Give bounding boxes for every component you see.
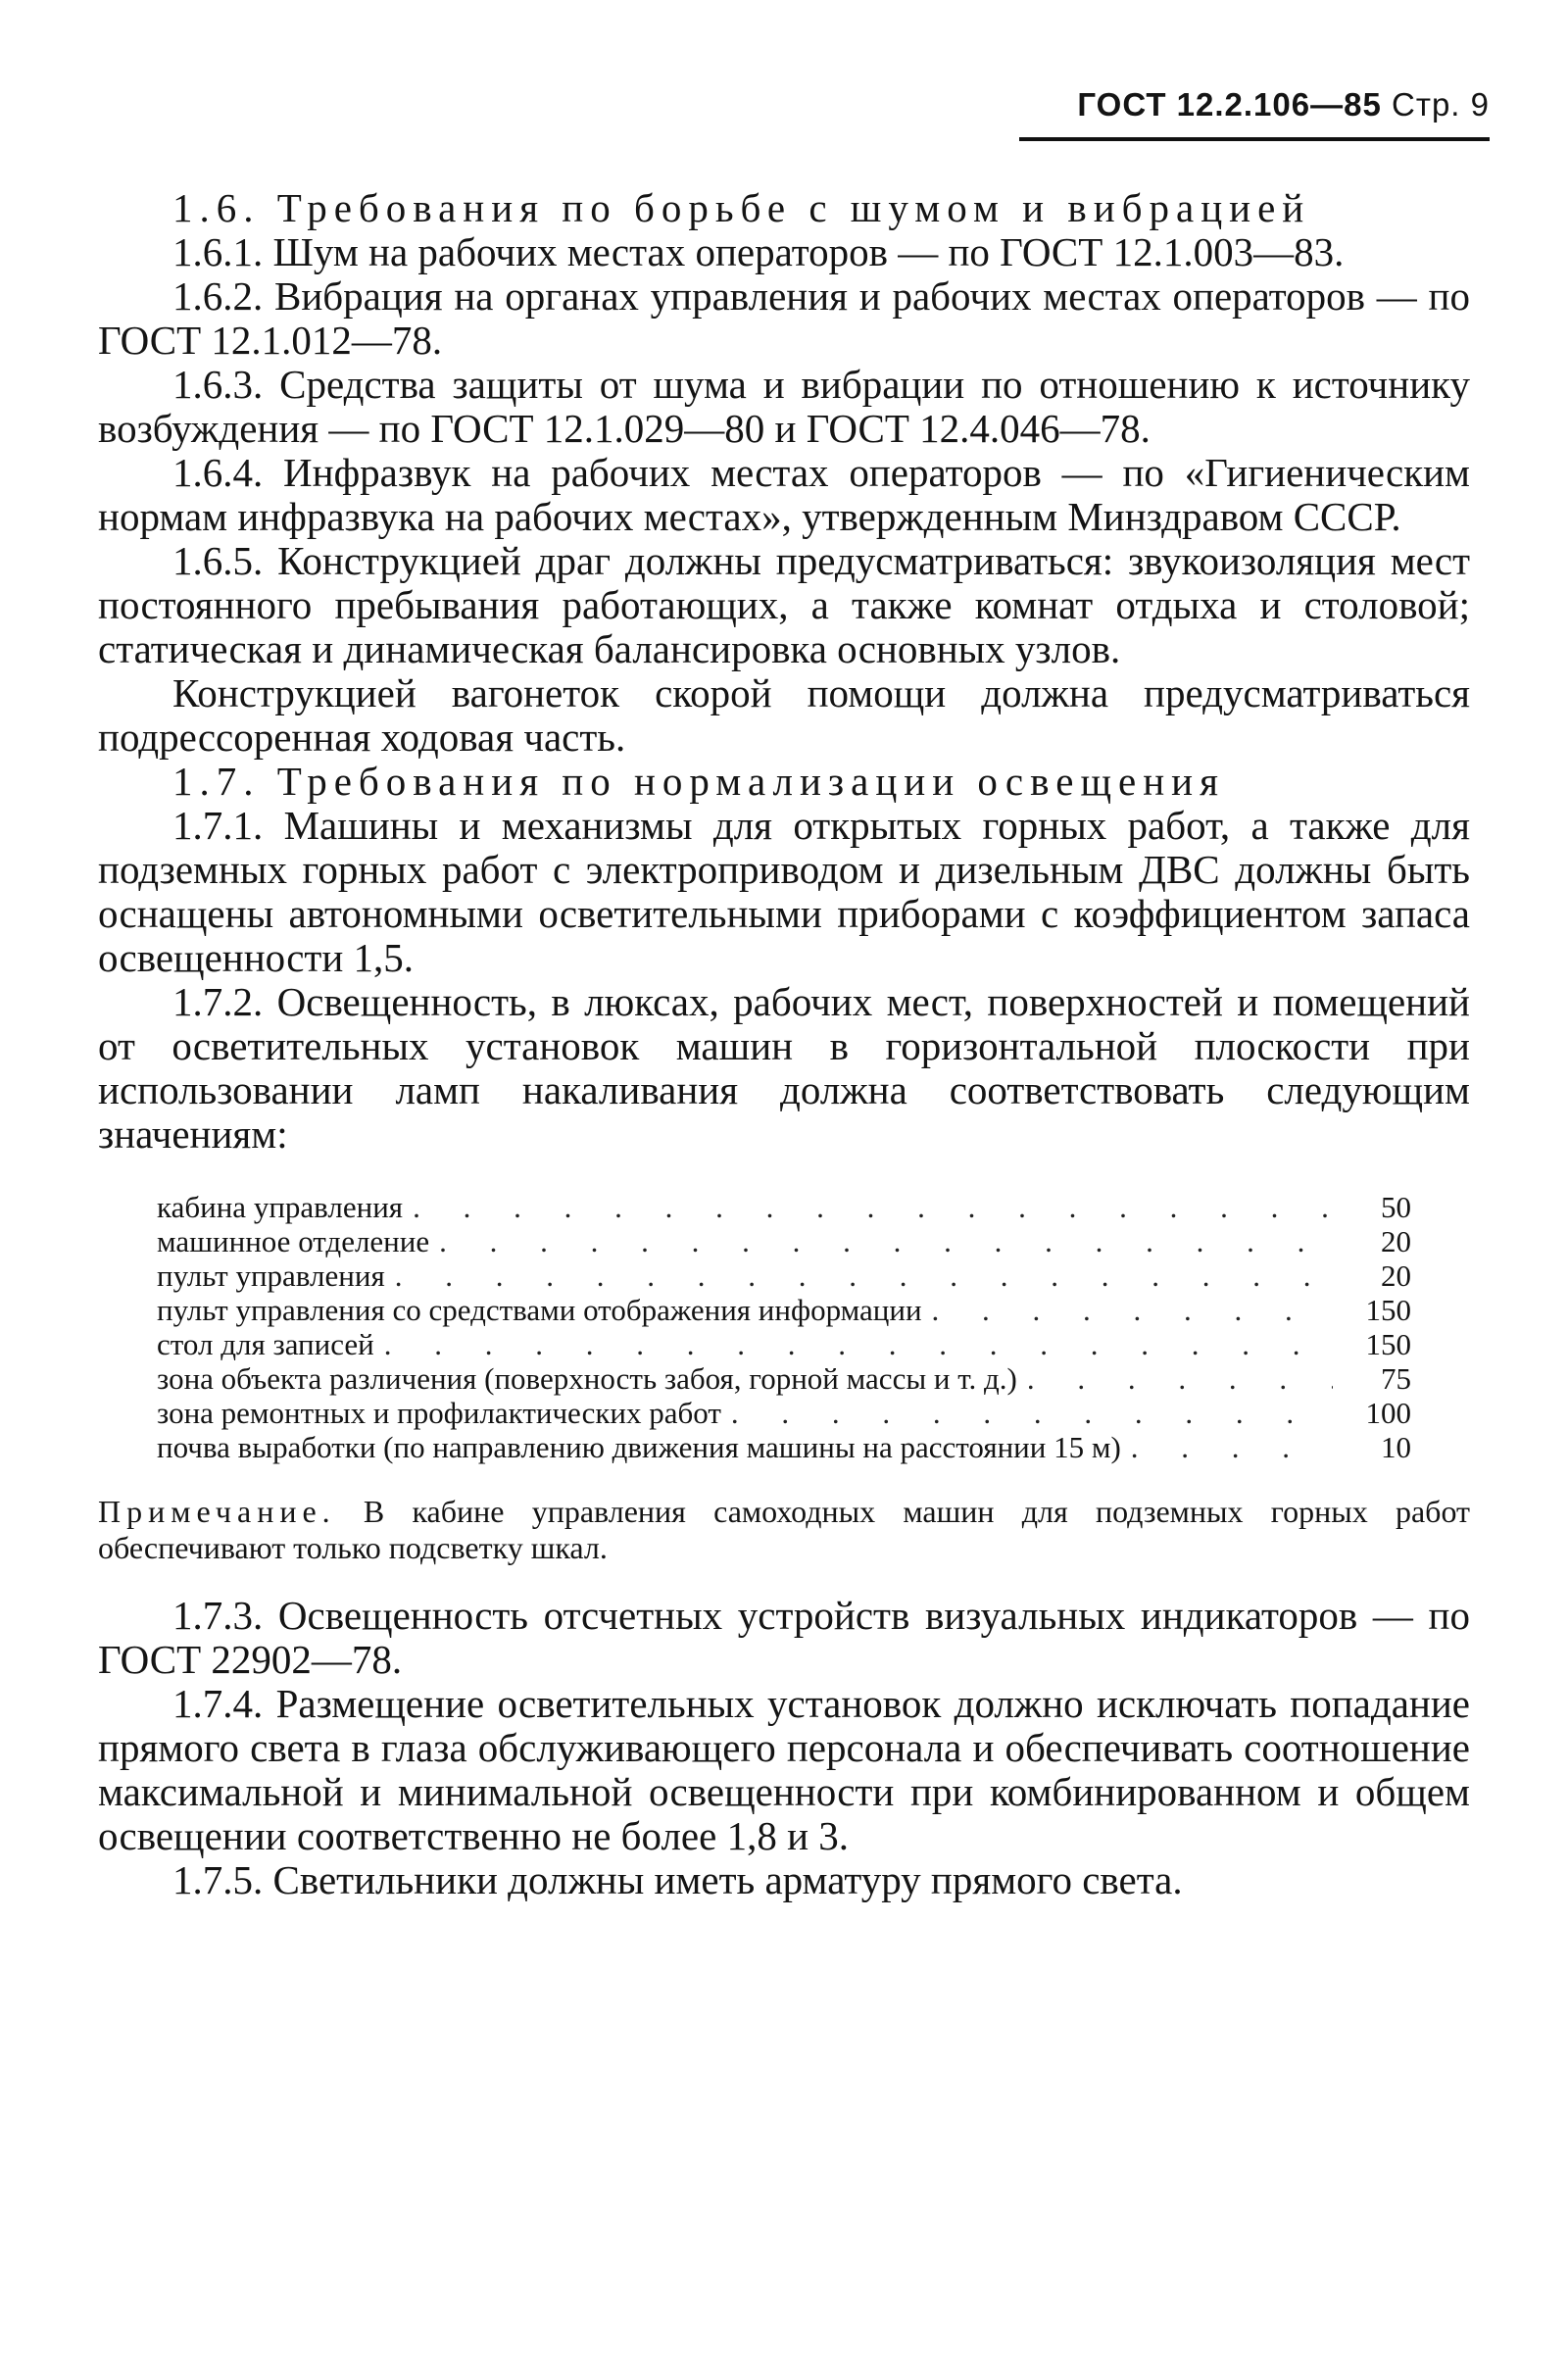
table-row xyxy=(157,1361,1411,1396)
table-row xyxy=(157,1396,1411,1430)
row-label: пульт управления xyxy=(157,1258,385,1293)
row-value: 20 xyxy=(1381,1224,1411,1258)
paragraph-1-7-3: 1.7.3. Освещенность отсчетных устройств визуальных индикаторов — по ГОСТ 22902—78. xyxy=(98,1593,1470,1682)
table-row xyxy=(157,1430,1411,1464)
paragraph-1-7-5: 1.7.5. Светильники должны иметь арматуру прямого света. xyxy=(172,1857,1183,1902)
leader-dots xyxy=(731,1396,1333,1430)
section-1-6-heading: 1.6. Требования по борьбе с шумом и вибрацией xyxy=(172,185,1311,230)
leader-dots xyxy=(395,1258,1333,1293)
row-value: 150 xyxy=(1365,1327,1411,1361)
paragraph-1-6-4: 1.6.4. Инфразвук на рабочих местах операторов — по «Гигиеническим нормам инфразвука на рабочих местах», утвержденным Минздравом СССР. xyxy=(98,450,1470,539)
paragraph-1-7-4: 1.7.4. Размещение осветительных установок должно исключать попадание прямого света в глаза обслуживающего персонала и обеспечивать соотношение максимальной и минимальной освещенности при комбинированном и общем освещении соответственно не более 1,8 и 3. xyxy=(98,1681,1470,1858)
illuminance-table xyxy=(157,1190,1411,1464)
leader-dots xyxy=(384,1327,1333,1361)
paragraph-1-7-1: 1.7.1. Машины и механизмы для открытых горных работ, а также для подземных горных работ с электроприводом и дизельным ДВС должны быть оснащены автономными осветительными приборами с коэффициентом запаса освещенности 1,5. xyxy=(98,803,1470,980)
section-1-7-heading: 1.7. Требования по нормализации освещения xyxy=(172,759,1225,804)
row-label: зона ремонтных и профилактических работ xyxy=(157,1396,721,1430)
row-label: зона объекта различения (поверхность забоя, горной массы и т. д.) xyxy=(157,1361,1017,1396)
row-value: 20 xyxy=(1381,1258,1411,1293)
row-value: 150 xyxy=(1365,1293,1411,1327)
page-header xyxy=(1019,86,1490,141)
row-value: 10 xyxy=(1381,1430,1411,1464)
leader-dots xyxy=(1027,1361,1333,1396)
table-row xyxy=(157,1190,1411,1224)
row-label: машинное отделение xyxy=(157,1224,430,1258)
document-body xyxy=(98,186,1470,1902)
paragraph-1-6-5: 1.6.5. Конструкцией драг должны предусматриваться: звукоизоляция мест постоянного пребывания работающих, а также комнат отдыха и столовой; статическая и динамическая балансировка основных узлов. xyxy=(98,538,1470,671)
leader-dots xyxy=(1131,1430,1333,1464)
standard-code: ГОСТ 12.2.106—85 xyxy=(1077,86,1382,123)
page-number: Стр. 9 xyxy=(1392,86,1490,123)
row-label: пульт управления со средствами отображения информации xyxy=(157,1293,922,1327)
note-label: Примечание. xyxy=(98,1494,336,1529)
paragraph-1-6-1: 1.6.1. Шум на рабочих местах операторов — по ГОСТ 12.1.003—83. xyxy=(172,229,1345,274)
table-row xyxy=(157,1293,1411,1327)
leader-dots xyxy=(932,1293,1333,1327)
leader-dots xyxy=(413,1190,1333,1224)
row-label: стол для записей xyxy=(157,1327,374,1361)
note-text: В кабине управления самоходных машин для подземных горных работ обеспечивают только подсветку шкал. xyxy=(98,1494,1471,1565)
table-note xyxy=(98,1494,1470,1566)
table-row xyxy=(157,1224,1411,1258)
paragraph-1-6-3: 1.6.3. Средства защиты от шума и вибрации по отношению к источнику возбуждения — по ГОСТ 12.1.029—80 и ГОСТ 12.4.046—78. xyxy=(98,362,1470,451)
row-value: 100 xyxy=(1365,1396,1411,1430)
row-label: кабина управления xyxy=(157,1190,404,1224)
row-label: почва выработки (по направлению движения машины на расстоянии 15 м) xyxy=(157,1430,1121,1464)
paragraph-1-6-2: 1.6.2. Вибрация на органах управления и рабочих местах операторов — по ГОСТ 12.1.012—78. xyxy=(98,273,1470,363)
table-row xyxy=(157,1258,1411,1293)
paragraph-1-6-5-cont: Конструкцией вагонеток скорой помощи должна предусматриваться подрессоренная ходовая часть. xyxy=(98,670,1470,760)
paragraph-1-7-2: 1.7.2. Освещенность, в люксах, рабочих мест, поверхностей и помещений от осветительных установок машин в горизонтальной плоскости при использовании ламп накаливания должна соответствовать следующим значениям: xyxy=(98,979,1470,1157)
row-value: 50 xyxy=(1381,1190,1411,1224)
table-row xyxy=(157,1327,1411,1361)
leader-dots xyxy=(439,1224,1333,1258)
row-value: 75 xyxy=(1381,1361,1411,1396)
